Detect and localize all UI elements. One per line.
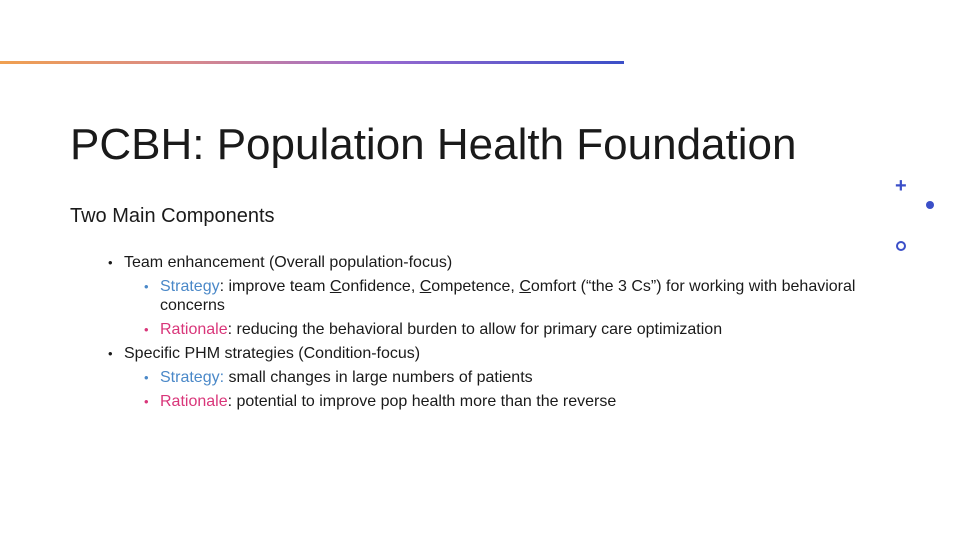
rationale-text: : reducing the behavioral burden to allow for primary care optimization — [227, 321, 723, 338]
rationale-label: Rationale — [160, 393, 228, 410]
rationale-label: Rationale — [160, 321, 228, 338]
bullet-text: Specific PHM strategies (Condition-focus) — [124, 345, 421, 362]
c-initial: C — [329, 278, 342, 295]
strategy-sep: : improve team — [219, 278, 330, 295]
dot-icon — [926, 201, 934, 209]
c-initial: C — [419, 278, 432, 295]
strategy-label: Strategy — [160, 278, 220, 295]
strategy-text: small changes in large numbers of patients — [224, 369, 533, 386]
plus-icon: + — [895, 175, 907, 197]
bullet-dot-icon: • — [144, 394, 149, 409]
top-gradient-rule — [0, 61, 624, 64]
slide-title: PCBH: Population Health Foundation — [70, 120, 797, 169]
bullet-dot-icon: • — [144, 322, 149, 337]
bullet-list — [108, 253, 868, 416]
text-part: omfort (“the 3 Cs”) for working with behavioral concerns — [160, 278, 856, 314]
bullet-phm-strategies — [108, 344, 868, 363]
bullet-text: Team enhancement (Overall population-focus) — [124, 254, 453, 271]
sub-bullet-strategy-2 — [144, 368, 868, 387]
c-initial: C — [519, 278, 531, 295]
sub-bullet-strategy-1 — [144, 277, 868, 315]
bullet-dot-icon: • — [144, 279, 149, 294]
sub-bullet-rationale-2 — [144, 392, 868, 411]
slide-subtitle: Two Main Components — [70, 205, 275, 227]
bullet-dot-icon: • — [144, 370, 149, 385]
rationale-text: : potential to improve pop health more than the reverse — [227, 393, 617, 410]
sub-bullet-rationale-1 — [144, 320, 868, 339]
bullet-team-enhancement — [108, 253, 868, 272]
strategy-label: Strategy: — [160, 369, 225, 386]
text-part: onfidence, — [341, 278, 420, 295]
text-part: ompetence, — [431, 278, 520, 295]
ring-icon — [896, 241, 906, 251]
